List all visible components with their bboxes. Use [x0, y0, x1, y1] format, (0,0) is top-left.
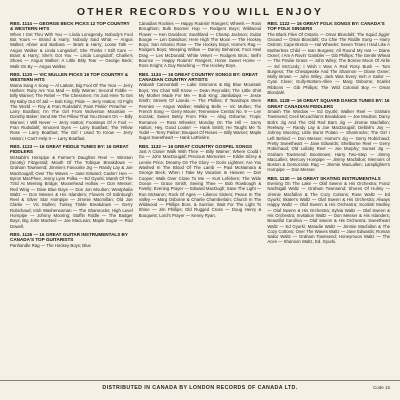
catalog-entry	[10, 144, 133, 229]
entry-title: RBS. 1126 — 16 GREAT GUITAR INSTRUMENTALS BY CANADA'S TOP GUITARISTS	[10, 231, 128, 243]
entry-tracklist: Panhandle Rag — The Hockey Boys; Blue	[10, 242, 91, 248]
footer	[0, 380, 400, 395]
catalog-entry	[267, 176, 390, 245]
entry-tracklist: When I Get Thru With You — Linda Lonsgendy, Nobody's Fool But Yours — Brand & Harry; Nobody Said What — Angus Walker; Abner and Barbara — Brant & Harry; Loose Talk — Angus Walker & Linda Longsdorf, She Thinks I Still Care — Brant & Harry; She's Got You — Linda Longsdorf; Charlie's Shoes — Angus Walker; A Little Bitty Tear — George Beck; Walk On By — Angus Walker.	[10, 31, 133, 69]
entry-tracklist: Mama Sang A Song — Al Lattam; Big Fool Of The Year — Jerry Hathen; Ruby Are You Mad — Billy Warner; Second Fiddle — Billy Warner; The Rebel — The Chessmen; I'm Just Here To Get My Baby Out Of Jail — Bob King; Pride — Jerry Hatton; I'd Fight The World — Roy & Fran Rudsdahl; Paint Pinkie' Preacher — Larry Boatfast; I'm The Girl From Wolverton Mountain — Dorothy Baker; Send Me The Pillow That You Dream On — Billy Warner; I Will Never — Jerry Hatton; Footsteps Of A Fool — Fran Rudsdahl; Innocent Eyes — Larry Boatfast; The Yellow Rose — Larry Boatfast; The Girl I Used To Know — Jerry Hatton; I Can't Help It — Larry Boatfast.	[10, 82, 133, 141]
catalog-entry	[267, 98, 390, 172]
catalog-column-1	[10, 21, 133, 377]
entry-tracklist: Wabash Cannonball — Lake Simmons & Big Blue Mountain Boys; Yes Chair Will Know — Dean Reynolds; The Little Shirt My Mother Made For Me — Bob King; Jambalaya — Jesse Smith; Streets Of Laredo — The Phillins; If Teardrops Were Pennies — Angus Walker; Walking Bells — Vic Mullen; The French Song — Gerry Moore; Tennessee Central No. 9 — Len Kozzak; Sweet Betsy From Pike — Abig Osborne; Tropic Romance — Ross Wheeler; Monday On The Hill — Gerry Hatton; Hey, Good Lookin' — Hank Smith; He Taught Me To Yodel — Terry Parker; Bouquet Of Roses — Billy Warner; Maple Sugar Sweetheart — Hank LaRivière.	[138, 82, 262, 141]
catalog-entry	[139, 21, 262, 69]
catalog-entry	[10, 21, 133, 69]
entry-tracklist: Just A Closer Walk With Thee — Billy Warner; Where Could I Go — John MacDougall; Precious Memories — Eddie Silzey & Lennie Price; Dreamy On The Glory — Doris Lightner; Are You Washed In The Blood Of The Lamb — Paul McNamara & George Beck; When I Take My Vacation In Heaven — Don Cooper; Walk Over Close To Me — Kurt Lefebvre; The Wide Ocean — Grace Smith; Seeing Thee — Bob Rowbough & Family; Evening Prayer — Edward MacDugh; Save The Light — Ron McNaron; Rock Of Ages — Lilteroo Sisters; Peace In The Valley — Marg Osborne & Charlie Chamberlain; Church In The Wildwood — Phillips Bros. & Sunrise; Wait For The Light To Shine — Jim Phillips; Old Rugged Cross — Doug Henry & Bouquets; Lord's Prayer — Kenny Ryan.	[138, 149, 262, 218]
catalog-entry	[267, 21, 390, 95]
catalog-columns	[10, 21, 390, 377]
entry-title: RBS. 1134 — 16 GREAT COUNTRY SONGS BY: GREAT CANADIAN COUNTRY ARTISTS	[138, 71, 258, 83]
entry-title: RBS. 1122 — 16 GREAT FOLK SONGS BY: CANADA'S TOP FOLK SINGERS	[267, 21, 385, 32]
entry-tracklist: The Black Flies Of Ontario — Omar Blondahl; The Squid Jiggin' Ground — Omar Blondahl; Go Chie The Riddle Song — Harry Ostrom; Cape Breton — Hal Wheeler; Seven Times I Had Like A Motherless Child — Ivan Burgess; All Round My Hat — Diane Oxner; I Am A Rovin' Gambler — Gib Phillips; The Gentle Wheat — The Prairie Grass — John Wiley; The Bonnie Moon Of Airlie — Ed McCurdy; I Wish I Was A Red Rosy Bush — Tom Burgess; The Chesapeake And The Shannon — Diane Oxner; Molly Brown — John Wiley; Jack Was Every Inch A Sailor — Cyan Close; Gully-Bottom-Allen — Marg Osborne; Scarlet Ribbons — Gib Phillips; The Wild Colonial Boy — Omar Blondahl.	[267, 31, 391, 96]
catalog-code: Code 15	[372, 385, 390, 390]
catalog-entry	[10, 232, 133, 248]
entry-title: RBS. 1114 — GEORGE BECK PICKS 12 TOP COUNTRY & WESTERN HITS	[10, 21, 130, 32]
entry-title: RBS. 1130 — 16 GREAT SKATING INSTRUMENTALS	[267, 175, 381, 181]
entry-tracklist: Evening On The Lake — Olaf Swenn & His Orchestra; Franz Nachtigall Waltz — Graham Townsend; Shores Of Hulmy — Jimmie Macfallon & The Cozy Cottons; Rose Waltz — Ed Gyurki; Skater's Waltz — Olaf Swenn & His Orchestra; Always Happy Waltz — Olaf Swenn & His Orchestra; Scottish Medley — Olaf Swenn & His Orchestra; Sylvia Waltz — Olaf Swenn & His Orchestra; Invitation Waltz — Don Messer & His Islanders; Beautiful Carolina — Olaf Swenn & His Orchestra; Sweetheart Waltz — Ed Gyurki; Maradie Waltz — Jimmie Macfallon & The Cozy Cottons; Over The Waves Waltz — Jane Edwards; Roman Sailor Waltz — Graham Townsend; Honeymoon Waltz — The Aces — Shannon Waltz, Ed. Gyurki.	[267, 181, 391, 245]
catalog-column-3	[267, 21, 390, 377]
entry-title: RBS. 1128 — 16 GREAT SQUARE DANCE TUNES BY: 16 GREAT CANADIAN FIDDLERS	[267, 98, 390, 109]
entry-title: RBS. 1132 — 16 GREAT COUNTRY GOSPEL SONGS	[138, 143, 253, 149]
catalog-column-2	[139, 21, 262, 377]
entry-tracklist: McNabb's Hornpipe & Farmer's Daughter Reel — Winston (Scotty) Fitzgerald; Mouth Of The Tobique Breakdown — Graham Townsend; Jimmie's Favourite Jig — Randy Lay & Joe MacDougall; Over The Waves — Jane Edward; Cackin' Hen — Byron MacPhee; Jenny Lynn Polka — Ed Gyurki; Marsh Of The 73rd At Meeting Bridge; Moosehead Hollow — Don Messer; Red Wing — Dixie Blue Boys — Don Jon Moulton; Westphalia Waltz — Don Messer & His Islanders; Flowers Of Edinburgh Reel & Silver Star Hornpipe — Jimmie Macmillan; Old Joe Clarke — Vic Mullen; Turkey Tinkle Breakdown — Gerry Robichaud; Irish Washerwoman — The Shamrocks; High Level Hornpipe — Johnny Mooring; Stoffin Fiddle — The Badger Boys; Big John MacNeil — Joe MacLean; Maple Sugar — Rod Dowell.	[10, 154, 133, 229]
entry-tracklist: Smash The Window — Ed Gyurki; Walker Reel — Graham Townsend; Cecil McLachlan's Breakdown — Joe Moulton; Darcy Bob's Jig And The Old Red Barn Jig — Jimmie Macfallon; Reelway — Randy Lay & Joe MacDougall; Delilah's Joy — Johnny Mooring; Little Burnt Potato — Shamrocks; The Girl I Left Behind — Don Messer; Homer's Jig — Gerry Robichaud; Pretty Sweetheart — Jane Edwards; Shelburne Reel — Gerry Robichaud; Old Lullaby Reel — Joe Murphy; Sunset Jig — Graham Townsend; Boomtown; Harry Two-Step — Jimmy MacLallen; Mercury Hornpipe — Jimmy Macfallon; Memoirs of Boston & Democratic Rag — Jimmie MacLallen; Lamplighter's Hornpipe — Don Messer.	[267, 109, 391, 173]
catalog-entry	[139, 72, 262, 141]
entry-title: RBS. 1123 — 16 GREAT FIDDLE TUNES BY: 16 GREAT FIDDLERS	[10, 143, 129, 155]
entry-tracklist: Canadian Rockies — Happy Roamin' Rangers; Wheels — Ross Broughton; Bulk Boomer Hop — Rodgers Boys; Wildwood Flower — Ken Davidson; Southland — Champ Jackson; Guitar Boogie — Len Davidson; Here High The Moon — The Hockey Boys; San Antonio Rose — The Hockey Boys; Home's Rag — Rodgers Boys; Weeping Willow — Danny Behanna; Foot Heel Drag — Les McDonald; White Velvet — Rodgers Bros.; Bell's Bounce — Happy Roamin' Rangers; Home Sweet Home — Ross Knight; A Guy Reaching — The Hockey Boys.	[138, 21, 262, 69]
catalog-entry	[139, 144, 262, 218]
catalog-entry	[10, 72, 133, 141]
page-title: OTHER RECORDS YOU WILL ENJOY	[76, 6, 324, 18]
distributor-notice: DISTRIBUTED IN CANADA BY LONDON RECORDS OF CANADA LTD.	[102, 385, 298, 391]
entry-title: RBS. 1120 — VIC MULLEN PICKS 16 TOP COUNTRY & WESTERN HITS	[10, 71, 129, 83]
